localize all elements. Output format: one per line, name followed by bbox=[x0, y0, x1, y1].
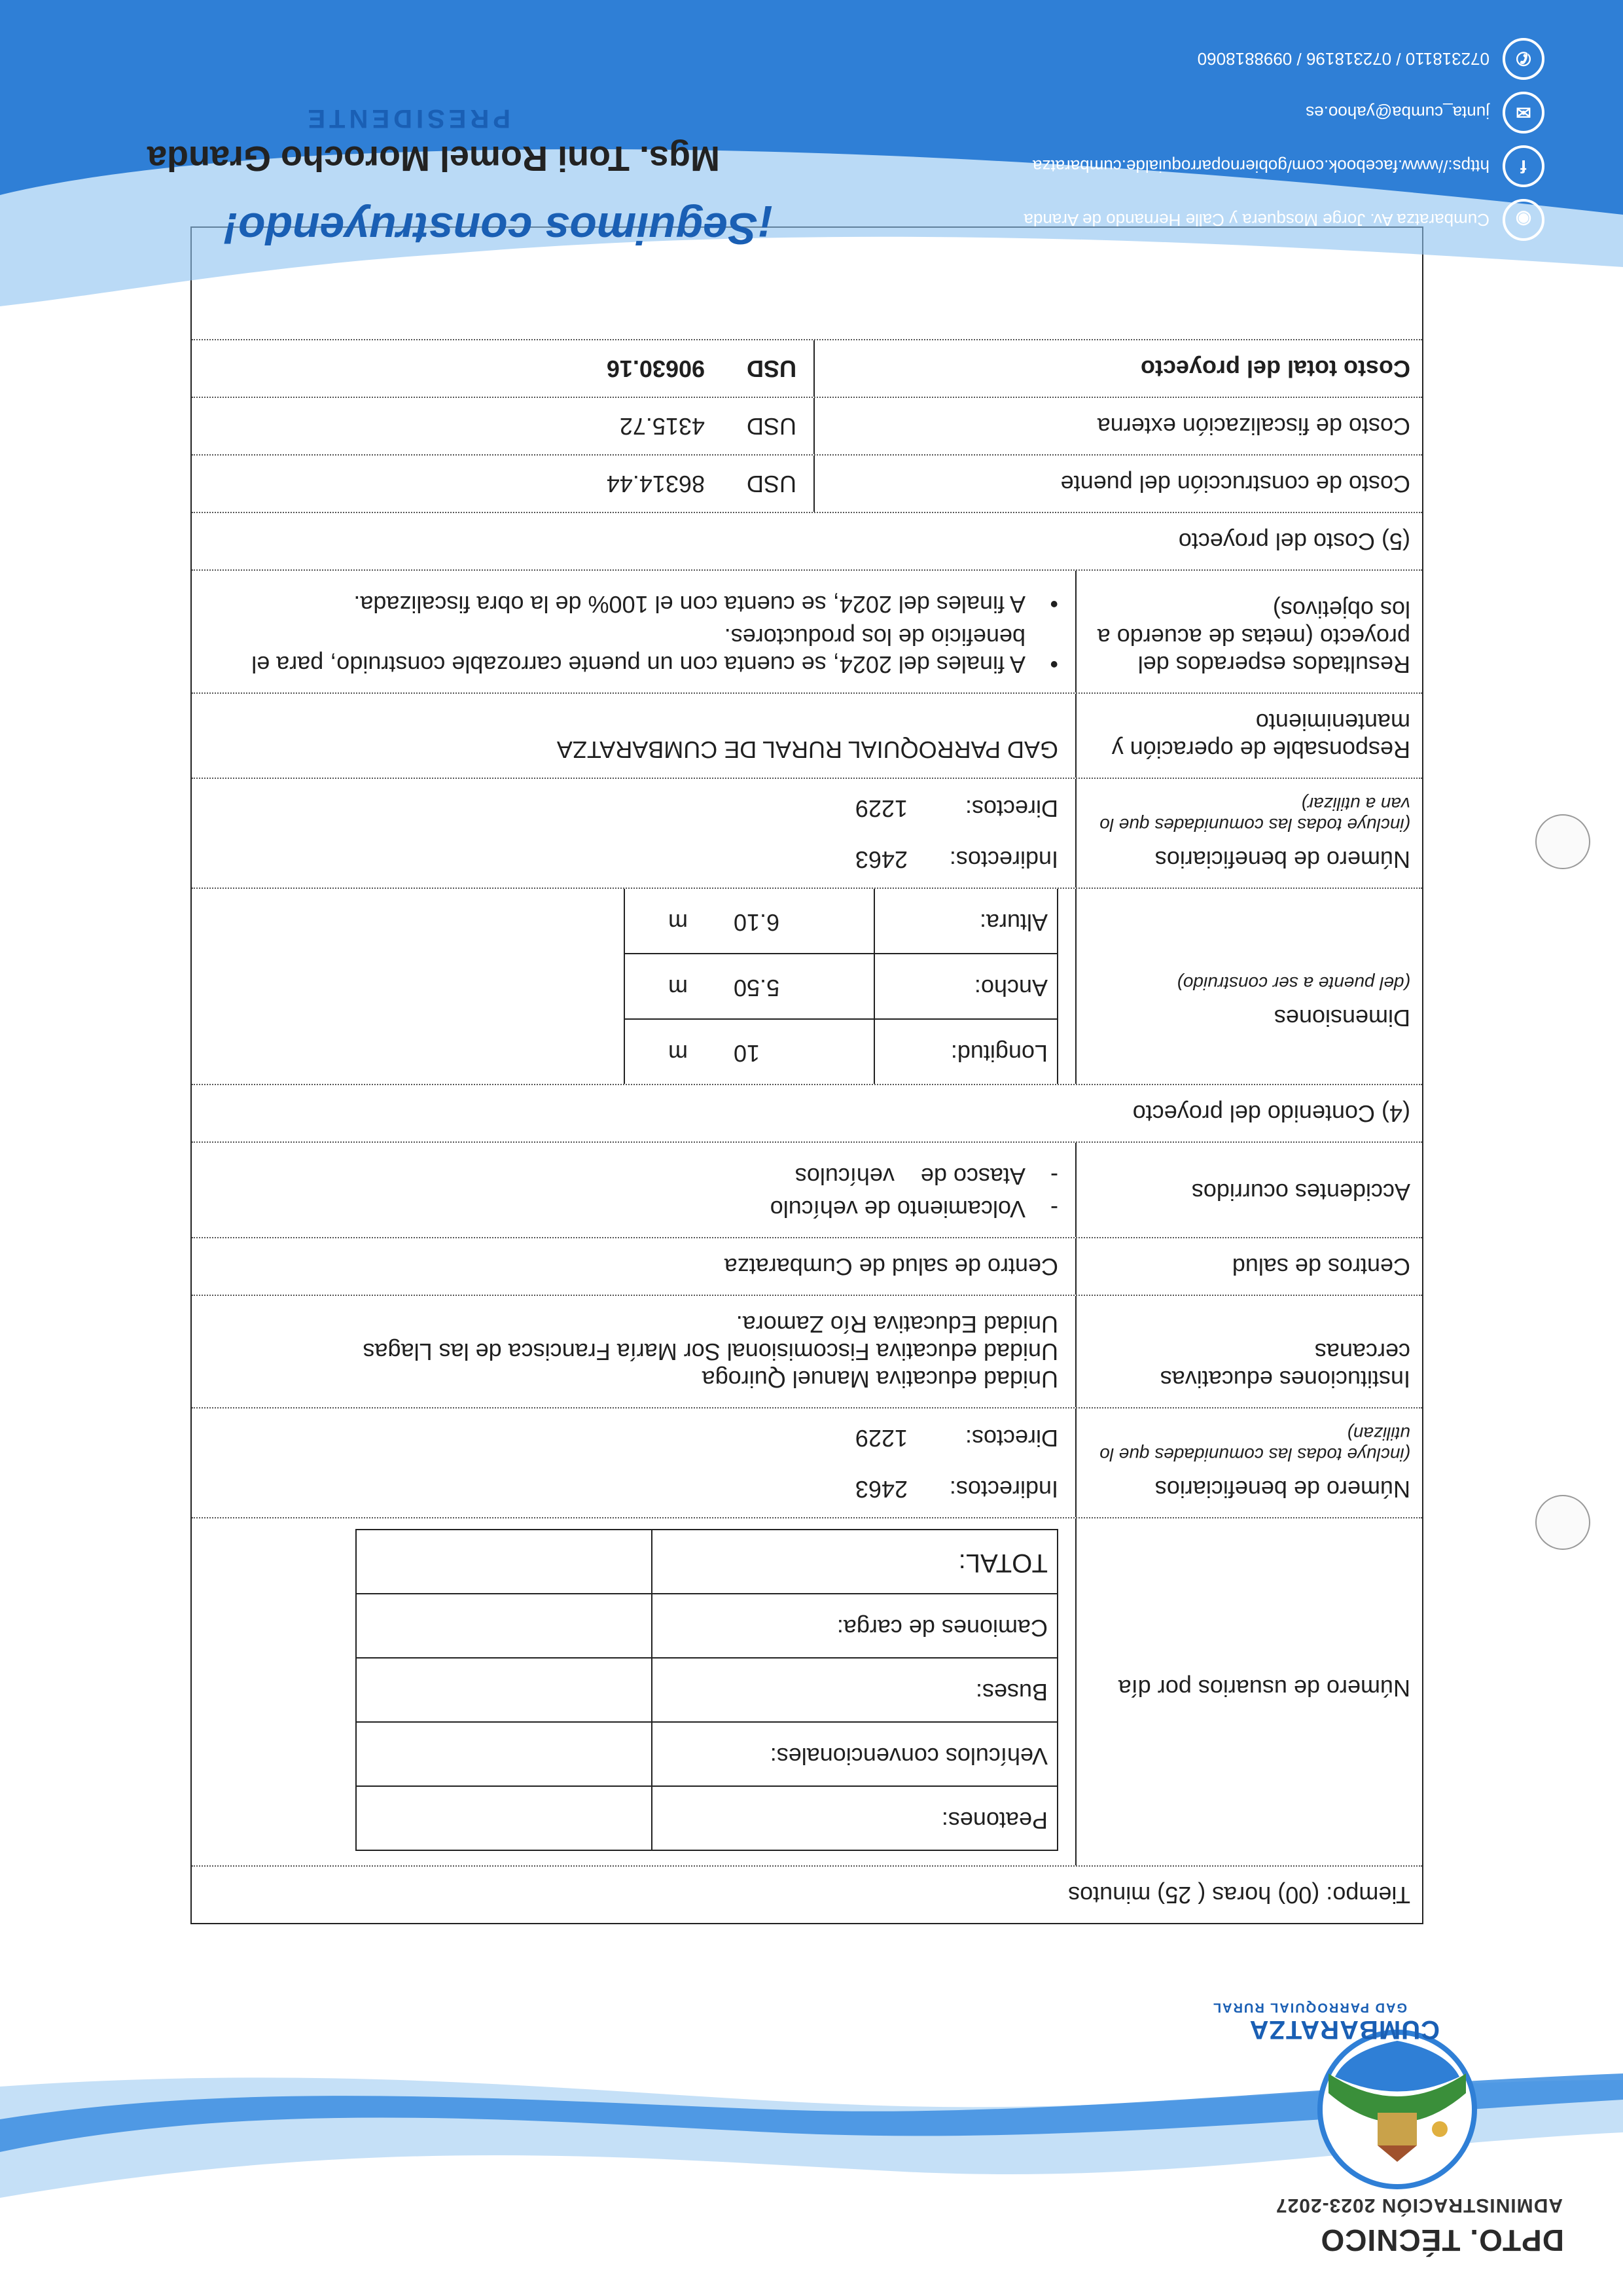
brand-name: CUMBARATZA bbox=[1249, 2015, 1440, 2044]
dimension-name: Longitud: bbox=[874, 1020, 1057, 1084]
result-item bbox=[209, 623, 1058, 678]
facebook-text[interactable]: https://www.facebook.com/gobiernoparroquialde.cumbaratza bbox=[1032, 156, 1489, 177]
cost-row bbox=[192, 397, 1422, 454]
dimension-unit: m bbox=[668, 1040, 688, 1067]
cost-row-total bbox=[192, 339, 1422, 397]
users-row-buses bbox=[357, 1657, 1057, 1721]
cumbaratza-logo-icon bbox=[1315, 2028, 1479, 2191]
users-cell-label: Vehículos convencionales: bbox=[651, 1723, 1057, 1785]
beneficiaries-label-cell bbox=[1075, 1408, 1422, 1517]
cost-row bbox=[192, 454, 1422, 512]
accidents-list bbox=[192, 1143, 1075, 1237]
users-cell-value bbox=[357, 1659, 651, 1721]
cost-value bbox=[192, 456, 813, 512]
bullet-dot: • bbox=[1050, 651, 1058, 678]
indirect-value: 2463 bbox=[855, 1476, 908, 1503]
dimensions-label: Dimensiones bbox=[1274, 1005, 1410, 1031]
bullet-dot: • bbox=[1050, 591, 1058, 618]
cost-section-row bbox=[192, 512, 1422, 569]
dimensions-row bbox=[192, 888, 1422, 1084]
dimensions-table bbox=[624, 889, 1058, 1084]
cost-currency: USD bbox=[746, 471, 796, 497]
time-text: Tiempo: (00) horas ( 25) minutos bbox=[1068, 1882, 1410, 1909]
content-section-row bbox=[192, 1084, 1422, 1141]
dimension-value-cell bbox=[625, 1020, 874, 1084]
facebook-icon: f bbox=[1503, 145, 1544, 187]
school-item: Unidad educativa Manuel Quiroga bbox=[702, 1366, 1058, 1393]
responsible-row bbox=[192, 692, 1422, 778]
users-label: Número de usuarios por día bbox=[1075, 1518, 1422, 1865]
cost-value bbox=[192, 398, 813, 454]
direct-label: Directos: bbox=[965, 795, 1058, 822]
beneficiaries-label: Número de beneficiarios bbox=[1154, 1476, 1410, 1503]
punch-hole bbox=[1535, 814, 1590, 869]
users-row bbox=[192, 1517, 1422, 1865]
users-cell-value bbox=[357, 1787, 651, 1850]
beneficiaries-note: (incluye todas las comunidades que lo van a utilizar) bbox=[1099, 794, 1410, 835]
contact-email[interactable] bbox=[1306, 92, 1544, 134]
beneficiaries-label: Número de beneficiarios bbox=[1154, 846, 1410, 873]
responsible-value: GAD PARROQUIAL RURAL DE CUMBARATZA bbox=[556, 736, 1058, 763]
dimension-unit: m bbox=[668, 975, 688, 1001]
mail-icon: ✉ bbox=[1503, 92, 1544, 134]
health-label: Centros de salud bbox=[1075, 1238, 1422, 1295]
beneficiaries-row bbox=[192, 1407, 1422, 1517]
cost-label: Costo total del proyecto bbox=[813, 340, 1422, 397]
dash-bullet: - bbox=[1050, 1196, 1058, 1223]
direct-label: Directos: bbox=[965, 1425, 1058, 1452]
president-title: PRESIDENTE bbox=[304, 104, 510, 133]
project-table bbox=[190, 226, 1423, 1924]
cost-amount: 86314.44 bbox=[606, 471, 705, 497]
schools-row bbox=[192, 1295, 1422, 1407]
accidents-row bbox=[192, 1141, 1422, 1237]
contact-address bbox=[1024, 199, 1544, 241]
direct-value: 1229 bbox=[855, 795, 908, 822]
school-item: Unidad educativa Fiscomisional Sor María Francisca de las Llagas bbox=[363, 1338, 1058, 1365]
indirect-label: Indirectos: bbox=[949, 846, 1058, 873]
cost-amount: 90630.16 bbox=[606, 355, 705, 382]
accident-text: Volcamiento de vehículo bbox=[770, 1196, 1026, 1223]
cost-amount: 4315.72 bbox=[619, 413, 705, 440]
accident-text: Atasco de vehículos bbox=[794, 1163, 1026, 1190]
accidents-label: Accidentes ocurridos bbox=[1075, 1143, 1422, 1237]
dimensions-label-cell bbox=[1075, 889, 1422, 1084]
results-list bbox=[192, 571, 1075, 692]
indirect-value: 2463 bbox=[855, 846, 908, 873]
beneficiaries-values bbox=[192, 1408, 1075, 1517]
schools-list bbox=[192, 1296, 1075, 1407]
contact-phone bbox=[1198, 38, 1544, 80]
results-row bbox=[192, 569, 1422, 692]
dimensions-values bbox=[192, 889, 1075, 1084]
cost-currency: USD bbox=[746, 355, 796, 382]
result-text: A finales del 2024, se cuenta con el 100% de la obra fiscalizada. bbox=[353, 591, 1026, 618]
responsible-label: Responsable de operación y mantenimiento bbox=[1075, 694, 1422, 778]
administration-period: ADMINISTRACIÓN 2023-2027 bbox=[1275, 2195, 1563, 2216]
health-value: Centro de salud de Cumbaratza bbox=[724, 1253, 1058, 1280]
beneficiaries-note: (incluye todas las comunidades que lo utilizan) bbox=[1099, 1424, 1410, 1465]
beneficiaries-row bbox=[192, 778, 1422, 888]
dimension-row bbox=[625, 889, 1057, 953]
phone-text: 072318110 / 072318196 / 0998818060 bbox=[1197, 49, 1489, 69]
dimension-row bbox=[625, 1018, 1057, 1084]
brand-subtitle: GAD PARROQUIAL RURAL bbox=[1211, 2000, 1407, 2015]
accident-item bbox=[209, 1162, 1058, 1190]
time-row bbox=[192, 1865, 1422, 1923]
dimensions-note: (del puente a ser construido) bbox=[1177, 973, 1410, 994]
users-cell-label: Camiones de carga: bbox=[651, 1594, 1057, 1657]
dimension-unit: m bbox=[668, 909, 688, 936]
location-icon: ◉ bbox=[1503, 199, 1544, 241]
users-row-trucks bbox=[357, 1593, 1057, 1657]
users-cell-label: TOTAL: bbox=[651, 1530, 1057, 1593]
schools-label: Instituciones educativas cercanas bbox=[1075, 1296, 1422, 1407]
dimension-value: 6.10 bbox=[734, 909, 780, 936]
users-row-vehicles bbox=[357, 1721, 1057, 1785]
address-text: Cumbaratza Av. Jorge Mosquera y Calle Hernando de Aranda bbox=[1024, 210, 1489, 230]
cost-currency: USD bbox=[746, 413, 796, 440]
beneficiaries-values bbox=[192, 779, 1075, 888]
cost-label: Costo de fiscalización externa bbox=[813, 398, 1422, 454]
contact-facebook[interactable] bbox=[1033, 145, 1544, 187]
dimension-value: 10 bbox=[734, 1040, 760, 1067]
users-cell-value bbox=[357, 1530, 651, 1593]
dimension-value-cell bbox=[625, 889, 874, 953]
content-section-title: (4) Contenido del proyecto bbox=[1132, 1100, 1410, 1127]
dimension-name: Ancho: bbox=[874, 954, 1057, 1018]
result-item bbox=[209, 590, 1058, 618]
result-text: A finales del 2024, se cuenta con un puente carrozable construido, para el beneficio de los productores. bbox=[251, 624, 1026, 678]
dimension-value-cell bbox=[625, 954, 874, 1018]
users-cell-label: Buses: bbox=[651, 1659, 1057, 1721]
beneficiaries-label-cell bbox=[1075, 779, 1422, 888]
users-row-pedestrians bbox=[357, 1785, 1057, 1850]
users-table bbox=[355, 1529, 1058, 1851]
direct-value: 1229 bbox=[855, 1425, 908, 1452]
phone-icon: ✆ bbox=[1503, 38, 1544, 80]
department-title: DPTO. TÉCNICO bbox=[1320, 2223, 1564, 2257]
health-row bbox=[192, 1237, 1422, 1295]
cost-value bbox=[192, 340, 813, 397]
dimension-value: 5.50 bbox=[734, 975, 780, 1001]
cost-section-title: (5) Costo del proyecto bbox=[1178, 528, 1410, 555]
president-name: Mgs. Toni Romel Morocho Granda bbox=[147, 139, 720, 178]
results-label: Resultados esperados del proyecto (metas de acuerdo a los objetivos) bbox=[1075, 571, 1422, 692]
dimension-row bbox=[625, 953, 1057, 1018]
accident-item bbox=[209, 1195, 1058, 1223]
email-text[interactable]: junta_cumba@yahoo.es bbox=[1306, 103, 1489, 123]
dimension-name: Altura: bbox=[874, 889, 1057, 953]
users-row-total bbox=[357, 1530, 1057, 1593]
indirect-label: Indirectos: bbox=[949, 1476, 1058, 1503]
users-cell-value bbox=[357, 1723, 651, 1785]
cost-label: Costo de construcción del puente bbox=[813, 456, 1422, 512]
slogan: ¡Seguimos construyendo! bbox=[223, 204, 772, 253]
dash-bullet: - bbox=[1050, 1163, 1058, 1190]
users-cell-value bbox=[357, 1594, 651, 1657]
school-item: Unidad Educativa Río Zamora. bbox=[736, 1311, 1058, 1338]
users-cell-label: Peatones: bbox=[651, 1787, 1057, 1850]
punch-hole bbox=[1535, 1495, 1590, 1550]
